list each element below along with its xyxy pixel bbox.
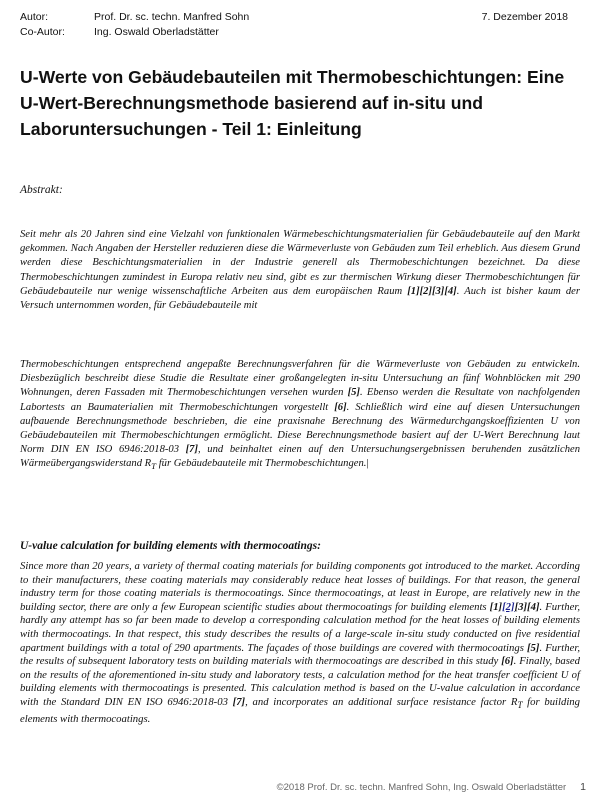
paragraph-text: Seit mehr als 20 Jahren sind eine Vielzahl von funktionalen Wärmebeschichtungsmaterialien für Gebäudebauteile auf den Markt gekommen. Nach Angaben der Hersteller reduzieren diese die Wärmeverluste von Gebäuden zum Teil erheblich. Aus diesem Grund werden diese Beschichtungsmaterialien in der Industrie generell als Thermobeschichtungen bezeichnet. Da diese Thermobeschichtungen zumindest in Europa relativ neu sind, gibt es zur thermischen Wirkung dieser Thermobeschichtungen für Gebäudebauteile nur wenige wissenschaftliche Arbeiten aus dem europäischen Raum	[20, 229, 580, 297]
citation-ref[interactable]: [5]	[526, 641, 540, 654]
page-number: 1	[580, 781, 586, 793]
paper-title: U-Werte von Gebäudebauteilen mit Thermobeschichtungen: Eine U-Wert-Berechnungsmethode basierend auf in-situ und Laboruntersuchungen - Teil 1: Einleitung	[20, 67, 565, 139]
citation-ref[interactable]: [1]	[489, 600, 503, 613]
document-header	[20, 10, 568, 40]
author-label: Autor:	[20, 11, 49, 23]
citation-ref[interactable]: [7]	[232, 695, 246, 708]
text-cursor: |	[366, 458, 369, 470]
coauthor-label: Co-Autor:	[20, 26, 65, 38]
citation-ref[interactable]: [7]	[185, 444, 198, 456]
abstract-paragraph-en	[20, 560, 580, 726]
paragraph-text: . Ebenso werden die Resultate von nachfolgenden Labortests an Baumaterialien mit Thermobeschichtungen vorgestellt	[20, 387, 580, 413]
paragraph-text: for building elements with thermocoatings.	[20, 695, 580, 725]
paragraph-text: für Gebäudebauteile mit Thermobeschichtungen.	[156, 458, 367, 470]
document-date: 7. Dezember 2018	[481, 11, 568, 23]
paragraph-text: Since more than 20 years, a variety of thermal coating materials for building components got introduced to the market. According to their manufacturers, these coating materials may considerably reduce heat losses of buildings. For that reason, the general industry term for those coating materials is thermocoatings. Since thermocoatings, at least in Europe, are relatively new in the building sector, there are only a few European scientific studies about thermocoatings for building elements	[20, 560, 580, 613]
paragraph-text: . Auch ist bisher kaum der Versuch unternommen worden, für Gebäudebauteile mit	[20, 285, 581, 312]
abstract-paragraph-de-1	[20, 228, 580, 313]
abstract-label: Abstrakt:	[20, 184, 63, 196]
citation-ref[interactable]: [5]	[347, 387, 360, 399]
paragraph-text: . Schließlich wird eine auf diesen Untersuchungen aufbauende Berechnungsmethode beschrieben, die eine praxisnahe Berechnung des Wärmedurchgangskoeffizienten U von Gebäudebauteilen mit Thermobeschichtungen ermöglicht. Diese Berechnungsmethode basiert auf der U-Wert Berechnung laut Norm DIN EN ISO 6946:2018-03	[20, 401, 580, 456]
subscript: T	[151, 461, 157, 472]
coauthor-name: Ing. Oswald Oberladstätter	[94, 26, 219, 38]
citation-ref[interactable]: [6]	[501, 655, 514, 668]
subscript: T	[517, 700, 523, 711]
coauthor-row	[20, 25, 568, 40]
paragraph-text: . Further, the results of subsequent laboratory tests on building materials with thermocoatings are described in this study	[20, 641, 580, 668]
citation-ref[interactable]: [3][4]	[514, 600, 540, 613]
page-footer	[277, 781, 586, 793]
author-name: Prof. Dr. sc. techn. Manfred Sohn	[94, 11, 250, 23]
citation-ref[interactable]: [2]	[502, 600, 515, 613]
citation-ref[interactable]: [6]	[334, 401, 347, 413]
abstract-paragraph-de-2	[20, 358, 580, 474]
paragraph-text: Thermobeschichtungen entsprechend angepaßte Berechnungsverfahren für die Wärmeverluste von Gebäuden zu entwickeln. Diesbezüglich beschreibt diese Studie die Resultate einer großangelegten in-situ Untersuchung an fünf Wohnblöcken mit 290 Wohnungen, deren Fassaden mit Thermobeschichtungen versehen wurden	[20, 359, 580, 399]
paragraph-text: . Finally, based on the results of the aforementioned in-situ study and laboratory tests, a calculation method for the heat transfer coefficient U of building elements with thermocoatings is presented. This calculation method is based on the U-value calculation in accordance with the Standard DIN EN ISO 6946:2018-03	[20, 655, 581, 708]
paragraph-text: , und beinhaltet einen auf den Untersuchungsergebnissen beruhenden zusätzlichen Wärmeübergangswiderstand R	[20, 444, 580, 470]
english-abstract-heading: U-value calculation for building elements with thermocoatings:	[20, 540, 321, 552]
footer-copyright: ©2018 Prof. Dr. sc. techn. Manfred Sohn, Ing. Oswald Oberladstätter	[276, 782, 567, 793]
citation-refs[interactable]: [1][2][3][4]	[407, 285, 457, 297]
paragraph-text: . Further, hardly any attempt has so far been made to develop a corresponding calculation method for the heat losses of building elements with thermocoatings. In that respect, this study describes the results of a large-scale in-situ study conducted on five residential apartment buildings with a total of 290 apartments. The façades of those buildings are covered with thermocoatings	[20, 600, 581, 654]
paragraph-text: , and incorporates an additional surface resistance factor R	[245, 695, 518, 708]
